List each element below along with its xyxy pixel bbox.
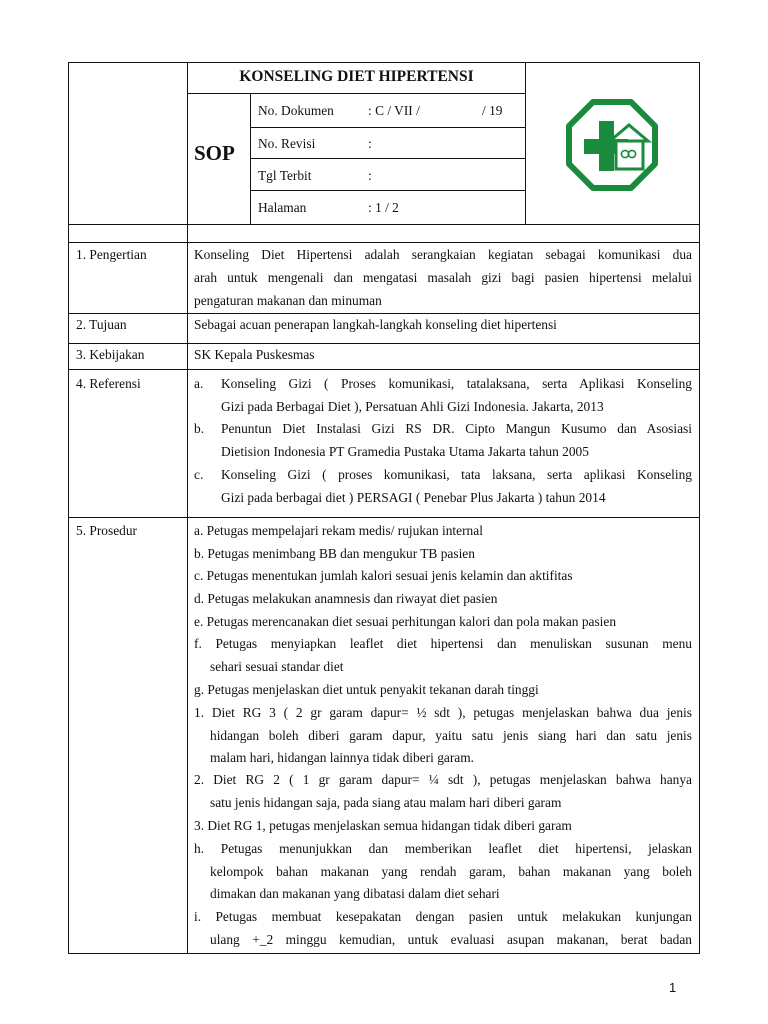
prosedur-line: 1. Diet RG 3 ( 2 gr garam dapur= ½ sdt ), petugas menjelaskan bahwa dua jenis [194,705,692,720]
title-underline [187,93,526,94]
spacer-bottom-line [68,242,700,243]
header-bottom-line [68,224,700,225]
field-value-no-dokumen: : C / VII / [368,103,420,118]
field-line-3 [250,190,526,191]
section-label-referensi: 4. Referensi [76,376,141,391]
field-label-tgl-terbit: Tgl Terbit [258,168,312,183]
prosedur-line: c. Petugas menentukan jumlah kalori sesuai jenis kelamin dan aktifitas [194,568,573,583]
field-line-1 [250,127,526,128]
prosedur-line: b. Petugas menimbang BB dan mengukur TB pasien [194,546,475,561]
prosedur-line: dimakan dan makanan yang dibatasi dalam diet sehari [210,886,500,901]
prosedur-line: d. Petugas melakukan anamnesis dan riwayat diet pasien [194,591,498,606]
prosedur-line: g. Petugas menjelaskan diet untuk penyakit tekanan darah tinggi [194,682,539,697]
row-line-1 [68,313,700,314]
field-label-no-dokumen: No. Dokumen [258,103,334,118]
prosedur-line: a. Petugas mempelajari rekam medis/ rujukan internal [194,523,483,538]
section-label-prosedur: 5. Prosedur [76,523,137,538]
section-label-kebijakan: 3. Kebijakan [76,347,145,362]
page-number: 1 [669,980,677,995]
header-divider-left [187,62,188,225]
table-border-bottom [68,953,700,954]
field-line-2 [250,158,526,159]
fields-divider [250,93,251,225]
prosedur-line: e. Petugas merencanakan diet sesuai perhitungan kalori dan pola makan pasien [194,614,617,629]
pengertian-line: Konseling Diet Hipertensi adalah serangkaian kegiatan sebagai komunikasi dua [194,247,692,262]
pengertian-line: pengaturan makanan dan minuman [194,293,382,308]
body-column-divider [187,224,188,954]
field-value-halaman: : 1 / 2 [368,200,399,215]
referensi-marker-c: c. [194,467,204,482]
prosedur-line: i. Petugas membuat kesepakatan dengan pasien untuk melakukan kunjungan [194,909,692,924]
prosedur-line: satu jenis hidangan saja, pada siang atau malam hari diberi garam [210,795,562,810]
field-value-year: / 19 [482,103,503,118]
prosedur-line: ulang +_2 minggu kemudian, untuk evaluasi asupan makanan, berat badan [210,932,692,947]
section-label-tujuan: 2. Tujuan [76,317,127,332]
prosedur-line: kelompok bahan makanan yang rendah garam, bahan makanan yang boleh [210,864,692,879]
table-border-right [699,62,700,954]
puskesmas-logo-icon [566,99,658,191]
sop-label: SOP [194,141,235,165]
tujuan-text: Sebagai acuan penerapan langkah-langkah konseling diet hipertensi [194,317,557,332]
prosedur-line: sehari sesuai standar diet [210,659,344,674]
referensi-line: Gizi pada berbagai diet ) PERSAGI ( Penebar Plus Jakarta ) tahun 2014 [221,490,606,505]
table-border-left [68,62,69,954]
prosedur-line: 2. Diet RG 2 ( 1 gr garam dapur= ¼ sdt ), petugas menjelaskan bahwa hanya [194,772,692,787]
document-title: KONSELING DIET HIPERTENSI [239,68,474,85]
prosedur-line: f. Petugas menyiapkan leaflet diet hipertensi dan menuliskan susunan menu [194,636,692,651]
referensi-line: Konseling Gizi ( proses komunikasi, tata laksana, serta aplikasi Konseling [221,467,692,482]
field-label-no-revisi: No. Revisi [258,136,316,151]
referensi-marker-b: b. [194,421,205,436]
prosedur-line: h. Petugas menunjukkan dan memberikan leaflet diet hipertensi, jelaskan [194,841,692,856]
row-line-3 [68,369,700,370]
field-value-tgl-terbit: : [368,168,372,183]
header-divider-right [525,62,526,225]
prosedur-line: malam hari, hidangan lainnya tidak diberi garam. [210,750,475,765]
row-line-4 [68,517,700,518]
pengertian-line: arah untuk mengenali dan mengatasi masalah gizi bagi pasien hipertensi melalui [194,270,692,285]
row-line-2 [68,343,700,344]
referensi-line: Dietision Indonesia PT Gramedia Pustaka Utama Jakarta tahun 2005 [221,444,589,459]
section-label-pengertian: 1. Pengertian [76,247,147,262]
referensi-line: Penuntun Diet Instalasi Gizi RS DR. Cipto Mangun Kusumo dan Asosiasi [221,421,692,436]
table-border-top [68,62,700,63]
field-value-no-revisi: : [368,136,372,151]
prosedur-line: hidangan boleh diberi garam dapur, yaitu satu jenis siang hari dan satu jenis [210,728,692,743]
kebijakan-text: SK Kepala Puskesmas [194,347,315,362]
field-label-halaman: Halaman [258,200,307,215]
referensi-line: Gizi pada Berbagai Diet ), Persatuan Ahli Gizi Indonesia. Jakarta, 2013 [221,399,604,414]
referensi-line: Konseling Gizi ( Proses komunikasi, tatalaksana, serta Aplikasi Konseling [221,376,692,391]
prosedur-line: 3. Diet RG 1, petugas menjelaskan semua hidangan tidak diberi garam [194,818,572,833]
referensi-marker-a: a. [194,376,204,391]
